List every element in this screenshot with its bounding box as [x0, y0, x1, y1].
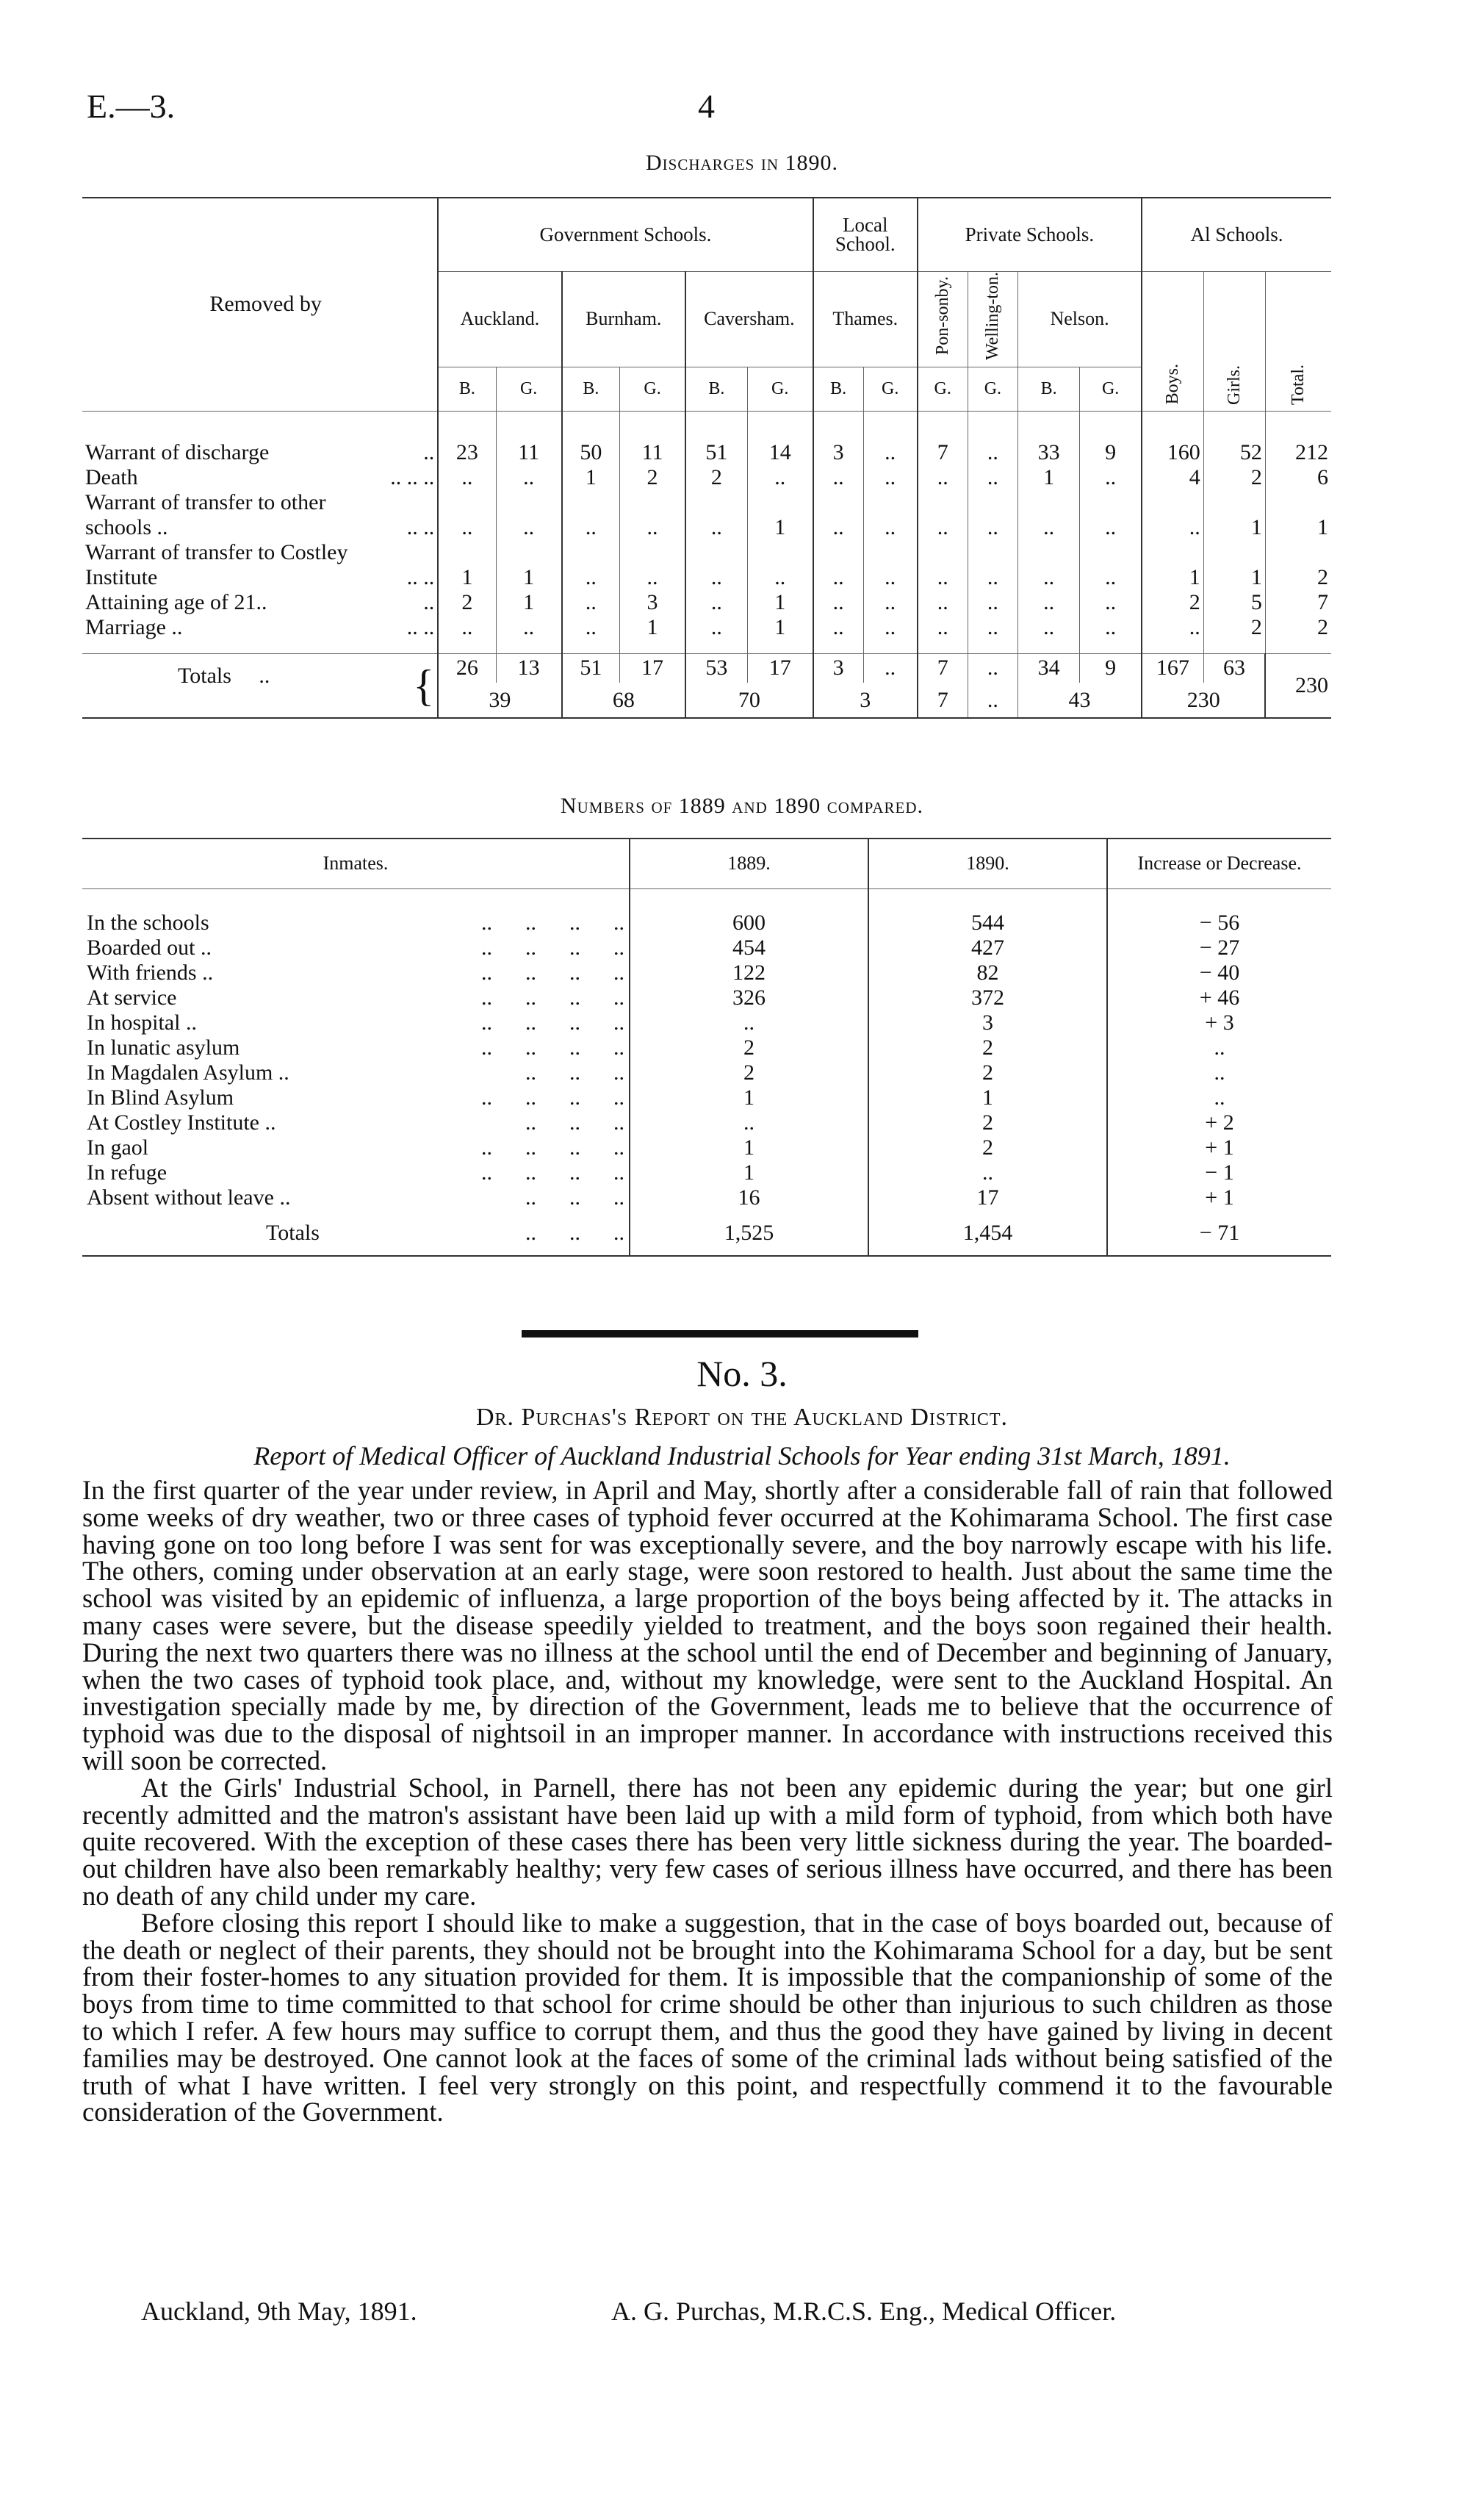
discharge-cell: [863, 490, 918, 515]
report-subtitle: Dr. Purchas's Report on the Auckland District.: [475, 1404, 1009, 1431]
report-paragraph: At the Girls' Industrial School, in Parnell, there has not been any epidemic during the year; but one girl recently admitted and the matron's assistant have been laid up with a mild form of typhoid, from which both have quite recovered. With the exception of these cases there has been very little sickness during the year. The boarded-out children have also been remarkably healthy; very few cases of serious illness have occurred, and there has been no death of any child under my care.: [82, 1772, 1333, 1911]
totals-cell: 53: [685, 653, 747, 683]
row-label: In hospital ..: [87, 1010, 197, 1035]
value-1889: 600: [630, 911, 868, 936]
sub-header-g: G.: [918, 367, 968, 411]
totals-cell: 13: [496, 653, 561, 683]
discharge-cell: ..: [1018, 515, 1080, 540]
discharge-cell: ..: [685, 615, 747, 640]
discharge-cell: ..: [968, 515, 1017, 540]
discharge-cell: [1203, 540, 1265, 565]
discharge-cell: 52: [1203, 440, 1265, 465]
discharge-cell: ..: [1080, 590, 1142, 615]
discharge-cell: ..: [968, 590, 1017, 615]
page-header-code: E.—3.: [87, 87, 176, 125]
discharge-cell: 1: [1018, 465, 1080, 490]
discharge-cell: [968, 490, 1017, 515]
totals-cell: 9: [1080, 653, 1142, 683]
sub-header-b: B.: [438, 367, 496, 411]
discharge-cell: 14: [747, 440, 813, 465]
row-label: Warrant of discharge: [85, 440, 270, 464]
discharge-cell: ..: [918, 590, 968, 615]
private-schools-header: Private Schools.: [918, 198, 1142, 271]
discharge-cell: 1: [747, 590, 813, 615]
discharge-cell: ..: [863, 515, 918, 540]
discharge-cell: ..: [968, 440, 1017, 465]
discharge-cell: ..: [813, 515, 863, 540]
change-value: + 3: [1107, 1010, 1331, 1035]
discharge-cell: [1142, 490, 1203, 515]
row-label: Absent without leave ..: [87, 1185, 291, 1210]
discharge-cell: 2: [1265, 565, 1331, 590]
leader-dots: .. .. .. ..: [481, 911, 624, 935]
section-divider: [522, 1330, 918, 1338]
totals-cell: 34: [1018, 653, 1080, 683]
sub-header-b: B.: [813, 367, 863, 411]
all-schools-header: Al Schools.: [1142, 198, 1331, 271]
discharge-cell: [438, 490, 496, 515]
discharge-cell: [620, 490, 685, 515]
discharge-cell: [1080, 540, 1142, 565]
discharge-cell: ..: [863, 465, 918, 490]
report-paragraph: Before closing this report I should like to make a suggestion, that in the case of boys boarded out, because of the death or neglect of their parents, they should not be brought into the Kohimarama School for a day, but be sent from their foster-homes to any situation provided for them. It is impossible that the companionship of some of the boys from time to time committed to that school for crime should be other than injurious to such children as those to which I refer. A few hours may suffice to corrupt them, and thus the good they have gained by living in decent families may be destroyed. One cannot look at the faces of some of the criminal lads without being satisfied of the truth of what I have written. I feel very strongly on this point, and respectfully commend it to the favourable consideration of the Government.: [82, 1907, 1333, 2128]
totals-cell: 17: [747, 653, 813, 683]
total-header: Total.: [1288, 364, 1308, 405]
all-schools-total: 230: [1142, 683, 1265, 718]
discharge-cell: 2: [1203, 465, 1265, 490]
totals-cell: 63: [1203, 653, 1265, 683]
discharge-cell: 11: [496, 440, 561, 465]
totals-cell: ..: [968, 653, 1017, 683]
discharge-cell: 2: [685, 465, 747, 490]
totals-cell: 3: [813, 653, 863, 683]
discharge-cell: [968, 540, 1017, 565]
discharge-cell: ..: [562, 615, 620, 640]
leader-dots: ..: [423, 440, 435, 464]
discharge-cell: ..: [1142, 615, 1203, 640]
total-change: − 71: [1107, 1210, 1331, 1256]
leader-dots: .. .. .. ..: [481, 1160, 624, 1185]
change-value: − 1: [1107, 1160, 1331, 1185]
row-label: At Costley Institute ..: [87, 1110, 276, 1135]
sub-header-g: G.: [620, 367, 685, 411]
discharge-cell: 50: [562, 440, 620, 465]
nelson-header: Nelson.: [1018, 271, 1142, 367]
discharge-cell: 4: [1142, 465, 1203, 490]
caversham-total: 70: [685, 683, 813, 718]
row-label: Death: [85, 465, 138, 489]
discharge-cell: ..: [620, 515, 685, 540]
discharge-cell: 1: [747, 515, 813, 540]
row-label: With friends ..: [87, 961, 214, 985]
thames-total: 3: [813, 683, 918, 718]
sub-header-g: G.: [747, 367, 813, 411]
totals-label: Totals: [266, 1220, 320, 1245]
comparison-row: [82, 1085, 1331, 1110]
nelson-total: 43: [1018, 683, 1142, 718]
discharge-cell: [685, 540, 747, 565]
discharge-cell: [1265, 540, 1331, 565]
row-label: Warrant of transfer to Costley: [85, 540, 348, 564]
value-1890: 17: [868, 1185, 1107, 1210]
discharges-title: Discharges in 1890.: [645, 151, 838, 175]
change-value: ..: [1107, 1035, 1331, 1060]
discharge-cell: ..: [1018, 565, 1080, 590]
comparison-row: [82, 936, 1331, 961]
row-label: schools ..: [85, 515, 168, 539]
discharge-row: [82, 540, 1331, 565]
row-label: At service: [87, 985, 177, 1010]
ponsonby-header: Pon-sonby.: [932, 276, 952, 356]
discharge-cell: ..: [747, 565, 813, 590]
totals-cell: 17: [620, 653, 685, 683]
caversham-header: Caversham.: [685, 271, 813, 367]
value-1889: ..: [630, 1110, 868, 1135]
sub-header-g: G.: [863, 367, 918, 411]
totals-cell: 7: [918, 653, 968, 683]
report-number: No. 3.: [696, 1353, 788, 1394]
discharge-cell: 1: [1142, 565, 1203, 590]
value-1890: 82: [868, 961, 1107, 985]
year-1889-header: 1889.: [630, 839, 868, 888]
leader-dots: .. .. .. ..: [481, 961, 624, 985]
discharge-cell: 23: [438, 440, 496, 465]
discharge-cell: ..: [1080, 565, 1142, 590]
discharge-row: [82, 590, 1331, 615]
comparison-row: [82, 985, 1331, 1010]
removed-by-header: Removed by: [209, 292, 322, 317]
comparison-row: [82, 1160, 1331, 1185]
value-1890: 2: [868, 1060, 1107, 1085]
comparison-table: [82, 838, 1331, 1257]
discharge-cell: ..: [968, 615, 1017, 640]
page-number: 4: [698, 87, 715, 125]
discharge-cell: 9: [1080, 440, 1142, 465]
sub-header-b: B.: [685, 367, 747, 411]
leader-dots: .. .. .. ..: [481, 985, 624, 1010]
leader-dots: .. .. .. ..: [481, 936, 624, 960]
leader-dots: .. .. ..: [525, 1220, 624, 1245]
leader-dots: .. .. ..: [525, 1110, 624, 1135]
discharge-cell: ..: [918, 565, 968, 590]
sub-header-g: G.: [1080, 367, 1142, 411]
grand-total: 230: [1265, 653, 1331, 718]
value-1889: 1: [630, 1085, 868, 1110]
signature-line: [82, 2296, 1333, 2327]
change-value: + 1: [1107, 1185, 1331, 1210]
comparison-row: [82, 1110, 1331, 1135]
report-paragraph: In the first quarter of the year under review, in April and May, shortly after a considerable fall of rain that followed some weeks of dry weather, two or three cases of typhoid fever occurred at the Kohimarama School. The first case having gone on too long before I was sent for was exceptionally severe, and the boy narrowly escape with his life. The others, coming under observation at an early stage, were soon restored to health. Just about the same time the school was visited by an epidemic of influenza, a large proportion of the boys being affected by it. The attacks in many cases were severe, but the disease speedily yielded to treatment, and the boys soon regained their health. During the next two quarters there was no illness at the school until the end of December and beginning of January, when the two cases of typhoid took place, and, without my knowledge, were sent to the Auckland Hospital. An investigation specially made by me, by direction of the Government, leads me to believe that the occurrence of typhoid was due to the disposal of nightsoil in an improper manner. In accordance with instructions received this will soon be corrected.: [82, 1475, 1333, 1775]
discharge-cell: [685, 490, 747, 515]
discharge-cell: ..: [863, 440, 918, 465]
report-body: [82, 1477, 1333, 2126]
discharge-cell: 1: [620, 615, 685, 640]
inmates-header: Inmates.: [323, 852, 389, 875]
wellington-total: ..: [968, 683, 1017, 718]
value-1889: ..: [630, 1010, 868, 1035]
discharge-cell: [813, 540, 863, 565]
discharge-row: [82, 565, 1331, 590]
discharge-cell: [1142, 540, 1203, 565]
totals-cell: 167: [1142, 653, 1203, 683]
discharge-cell: [562, 540, 620, 565]
value-1890: 2: [868, 1035, 1107, 1060]
auckland-total: 39: [438, 683, 561, 718]
row-label: Institute: [85, 565, 158, 589]
auckland-header: Auckland.: [438, 271, 561, 367]
comparison-row: [82, 1185, 1331, 1210]
government-schools-header: Government Schools.: [438, 198, 813, 271]
leader-dots: .. ..: [406, 565, 435, 589]
discharge-cell: 1: [496, 565, 561, 590]
totals-label: Totals: [178, 663, 231, 688]
leader-dots: .. .. .. ..: [481, 1010, 624, 1035]
discharge-cell: 6: [1265, 465, 1331, 490]
ponsonby-total: 7: [918, 683, 968, 718]
discharge-cell: 7: [918, 440, 968, 465]
value-1889: 16: [630, 1185, 868, 1210]
discharge-cell: ..: [813, 565, 863, 590]
discharge-cell: ..: [1018, 615, 1080, 640]
discharge-cell: [1018, 490, 1080, 515]
discharge-cell: ..: [968, 565, 1017, 590]
sub-header-g: G.: [968, 367, 1017, 411]
value-1890: 544: [868, 911, 1107, 936]
discharge-cell: ..: [863, 615, 918, 640]
discharge-cell: 3: [813, 440, 863, 465]
change-header: Increase or Decrease.: [1107, 839, 1331, 888]
total-1889: 1,525: [630, 1210, 868, 1256]
discharge-cell: [918, 540, 968, 565]
value-1890: 372: [868, 985, 1107, 1010]
leader-dots: .. ..: [406, 615, 435, 639]
discharge-cell: ..: [813, 615, 863, 640]
change-value: − 56: [1107, 911, 1331, 936]
discharge-row: [82, 515, 1331, 540]
sub-header-b: B.: [1018, 367, 1080, 411]
discharge-cell: ..: [918, 615, 968, 640]
discharge-cell: ..: [863, 565, 918, 590]
discharge-cell: [562, 490, 620, 515]
row-label: Boarded out ..: [87, 936, 212, 960]
value-1890: 1: [868, 1085, 1107, 1110]
value-1889: 1: [630, 1160, 868, 1185]
leader-dots: ..: [423, 590, 435, 614]
value-1890: 2: [868, 1135, 1107, 1160]
change-value: + 46: [1107, 985, 1331, 1010]
discharge-cell: [747, 490, 813, 515]
change-value: − 40: [1107, 961, 1331, 985]
leader-dots: ..: [259, 663, 270, 688]
discharge-cell: 1: [1265, 515, 1331, 540]
discharge-cell: ..: [685, 590, 747, 615]
totals-cell: 51: [562, 653, 620, 683]
discharge-cell: [813, 490, 863, 515]
value-1890: 2: [868, 1110, 1107, 1135]
discharge-cell: ..: [562, 515, 620, 540]
discharge-cell: 2: [1203, 615, 1265, 640]
place-date: Auckland, 9th May, 1891.: [141, 2297, 417, 2326]
thames-header: Thames.: [813, 271, 918, 367]
discharge-cell: [918, 490, 968, 515]
discharge-cell: 1: [1203, 565, 1265, 590]
totals-cell: ..: [863, 653, 918, 683]
discharges-table: [82, 197, 1331, 719]
discharge-cell: 1: [1203, 515, 1265, 540]
value-1890: ..: [868, 1160, 1107, 1185]
total-1890: 1,454: [868, 1210, 1107, 1256]
comparison-row: [82, 1010, 1331, 1035]
discharge-cell: ..: [438, 615, 496, 640]
boys-header: Boys.: [1162, 364, 1182, 405]
burnham-total: 68: [562, 683, 685, 718]
discharge-cell: ..: [496, 465, 561, 490]
discharge-cell: ..: [1080, 515, 1142, 540]
change-value: + 1: [1107, 1135, 1331, 1160]
value-1890: 427: [868, 936, 1107, 961]
change-value: ..: [1107, 1085, 1331, 1110]
leader-dots: .. .. .. ..: [481, 1135, 624, 1160]
comparison-row: [82, 1060, 1331, 1085]
discharge-cell: ..: [1018, 590, 1080, 615]
change-value: − 27: [1107, 936, 1331, 961]
value-1889: 454: [630, 936, 868, 961]
leader-dots: .. .. ..: [525, 1060, 624, 1085]
discharge-cell: ..: [813, 465, 863, 490]
discharge-row: [82, 615, 1331, 640]
row-label: In refuge: [87, 1160, 168, 1185]
discharge-cell: 2: [1142, 590, 1203, 615]
leader-dots: .. .. ..: [390, 465, 435, 489]
comparison-title: Numbers of 1889 and 1890 compared.: [560, 794, 924, 818]
discharge-cell: ..: [918, 515, 968, 540]
year-1890-header: 1890.: [868, 839, 1107, 888]
discharge-cell: 2: [620, 465, 685, 490]
comparison-row: [82, 911, 1331, 936]
row-label: In gaol: [87, 1135, 149, 1160]
leader-dots: .. ..: [406, 515, 435, 539]
discharge-cell: 7: [1265, 590, 1331, 615]
leader-dots: .. .. .. ..: [481, 1035, 624, 1060]
discharge-cell: ..: [1080, 465, 1142, 490]
value-1890: 3: [868, 1010, 1107, 1035]
discharge-cell: ..: [918, 465, 968, 490]
row-label: Attaining age of 21..: [85, 590, 267, 614]
discharge-cell: [620, 540, 685, 565]
value-1889: 2: [630, 1060, 868, 1085]
discharge-cell: 1: [496, 590, 561, 615]
discharge-row: [82, 490, 1331, 515]
discharge-cell: ..: [1080, 615, 1142, 640]
discharge-cell: [496, 540, 561, 565]
row-label: Marriage ..: [85, 615, 183, 639]
discharge-cell: ..: [813, 590, 863, 615]
discharge-cell: ..: [863, 590, 918, 615]
discharge-cell: 33: [1018, 440, 1080, 465]
discharge-cell: ..: [1142, 515, 1203, 540]
discharge-cell: [1265, 490, 1331, 515]
discharge-cell: ..: [968, 465, 1017, 490]
value-1889: 326: [630, 985, 868, 1010]
discharge-cell: 11: [620, 440, 685, 465]
comparison-row: [82, 961, 1331, 985]
discharge-cell: [496, 490, 561, 515]
discharge-row: [82, 465, 1331, 490]
discharge-cell: [863, 540, 918, 565]
report-title: Report of Medical Officer of Auckland Industrial Schools for Year ending 31st March, 1891.: [253, 1441, 1231, 1471]
discharge-cell: [747, 540, 813, 565]
local-school-header: Local School.: [813, 198, 918, 271]
totals-cell: 26: [438, 653, 496, 683]
discharge-cell: ..: [562, 590, 620, 615]
discharge-cell: ..: [747, 465, 813, 490]
girls-header: Girls.: [1224, 365, 1244, 405]
discharge-cell: [438, 540, 496, 565]
discharge-cell: ..: [496, 515, 561, 540]
row-label: Warrant of transfer to other: [85, 490, 326, 514]
comparison-row: [82, 1035, 1331, 1060]
leader-dots: .. .. .. ..: [481, 1085, 624, 1110]
row-label: In Magdalen Asylum ..: [87, 1060, 289, 1085]
discharge-cell: ..: [496, 615, 561, 640]
change-value: + 2: [1107, 1110, 1331, 1135]
discharge-cell: 2: [438, 590, 496, 615]
value-1889: 1: [630, 1135, 868, 1160]
discharge-cell: ..: [685, 565, 747, 590]
discharge-cell: 3: [620, 590, 685, 615]
leader-dots: .. .. ..: [525, 1185, 624, 1210]
discharge-cell: ..: [685, 515, 747, 540]
row-label: In the schools: [87, 911, 209, 935]
value-1889: 122: [630, 961, 868, 985]
signature: A. G. Purchas, M.R.C.S. Eng., Medical Officer.: [611, 2297, 1117, 2326]
change-value: ..: [1107, 1060, 1331, 1085]
sub-header-b: B.: [562, 367, 620, 411]
brace: {: [413, 661, 435, 710]
discharge-cell: [1203, 490, 1265, 515]
discharge-cell: ..: [620, 565, 685, 590]
discharge-cell: 160: [1142, 440, 1203, 465]
discharge-cell: ..: [438, 465, 496, 490]
discharge-cell: 1: [562, 465, 620, 490]
comparison-row: [82, 1135, 1331, 1160]
discharge-cell: [1080, 490, 1142, 515]
discharge-cell: 1: [438, 565, 496, 590]
comparison-totals-row: [82, 1210, 1331, 1256]
burnham-header: Burnham.: [562, 271, 685, 367]
discharge-cell: 1: [747, 615, 813, 640]
wellington-header: Welling-ton.: [982, 271, 1002, 361]
discharge-cell: ..: [438, 515, 496, 540]
discharge-row: [82, 440, 1331, 465]
discharge-cell: 2: [1265, 615, 1331, 640]
discharge-cell: 212: [1265, 440, 1331, 465]
discharge-cell: ..: [562, 565, 620, 590]
discharge-cell: 51: [685, 440, 747, 465]
discharge-cell: [1018, 540, 1080, 565]
row-label: In lunatic asylum: [87, 1035, 240, 1060]
discharge-cell: 5: [1203, 590, 1265, 615]
value-1889: 2: [630, 1035, 868, 1060]
row-label: In Blind Asylum: [87, 1085, 234, 1110]
sub-header-g: G.: [496, 367, 561, 411]
